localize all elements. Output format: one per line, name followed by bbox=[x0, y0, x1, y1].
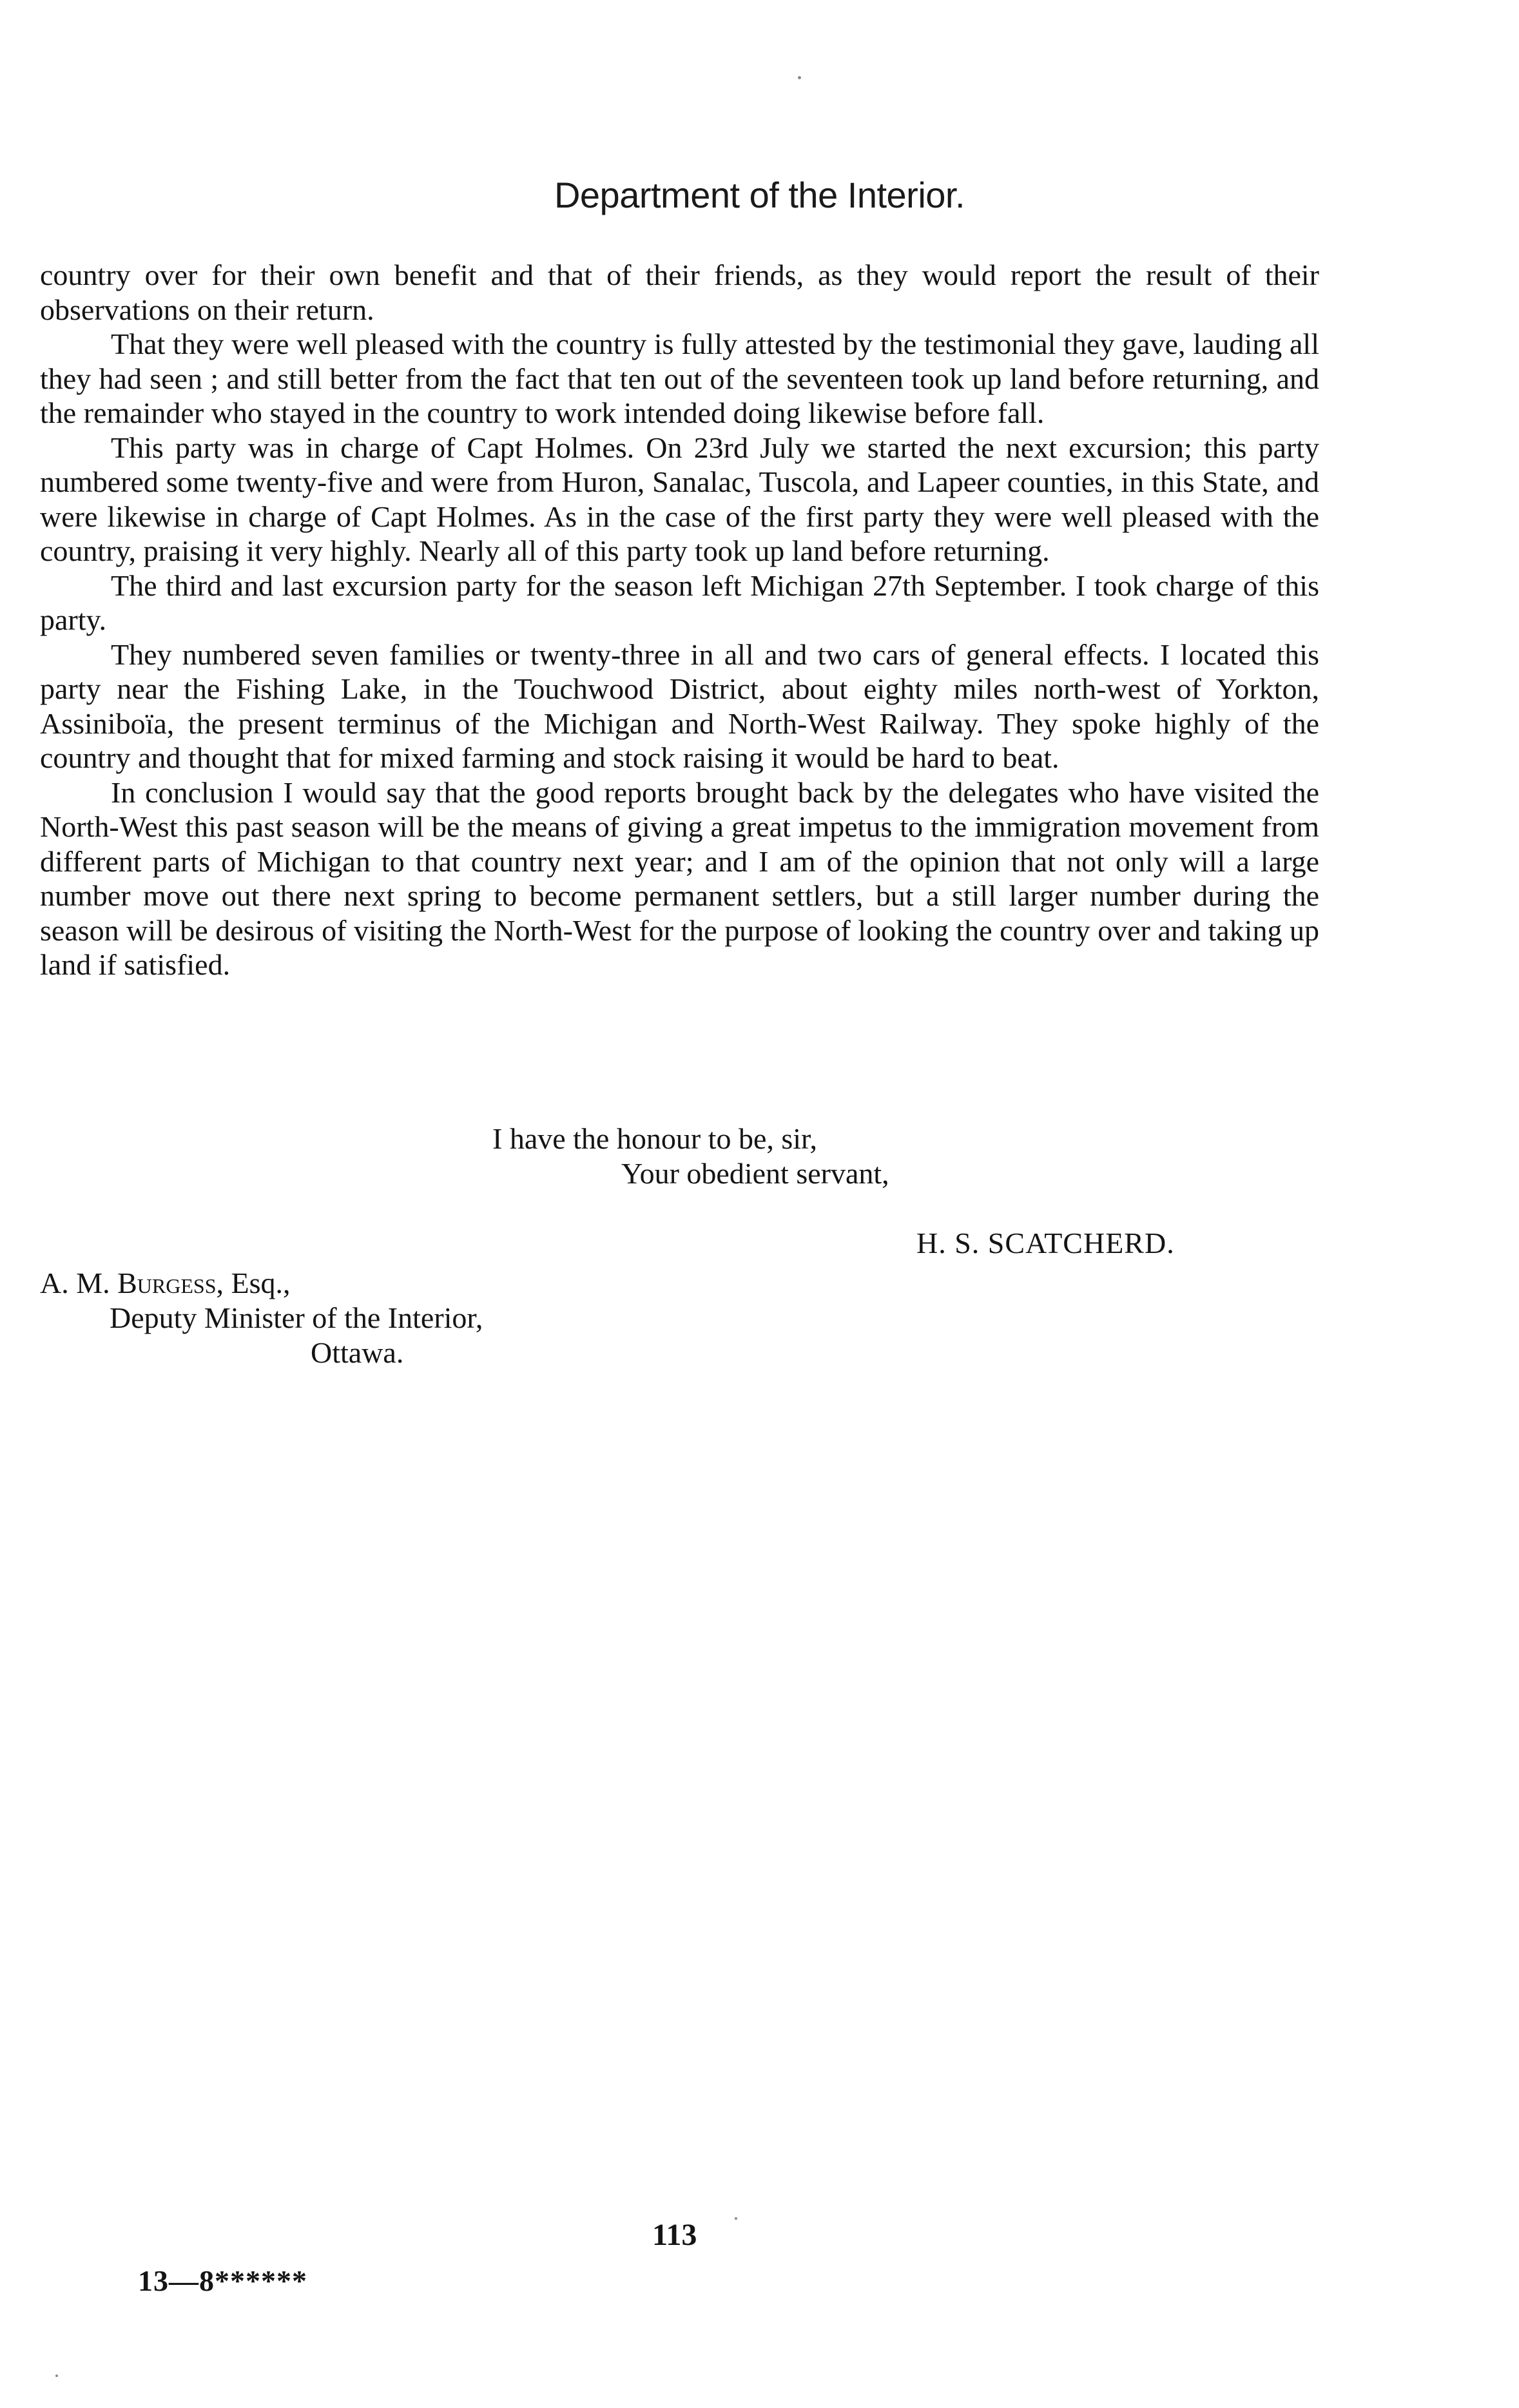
scan-speck bbox=[798, 76, 801, 79]
scan-speck bbox=[55, 2374, 58, 2377]
closing-servant: Your obedient servant, bbox=[621, 1157, 889, 1190]
paragraph: In conclusion I would say that the good reports brought back by the delegates who have visited the North-West this past season will be the means of giving a great impetus to the immigration movement from different parts of Michigan to that country next year; and I am of the opinion that not only will a large number move out there next spring to become permanent settlers, but a still larger number during the season will be desirous of visiting the North-West for the purpose of looking the country over and taking up land if satisfied. bbox=[40, 775, 1319, 981]
paragraph: This party was in charge of Capt Holmes. On 23rd July we started the next excursion; this party numbered some twenty-five and were from Huron, Sanalac, Tuscola, and Lapeer counties, in this State, and were likewise in charge of Capt Holmes. As in the case of the first party they were well pleased with the country, praising it very highly. Nearly all of this party took up land before returning. bbox=[40, 431, 1319, 567]
addressee-suffix: , Esq., bbox=[216, 1267, 291, 1299]
page-number: 113 bbox=[652, 2218, 697, 2252]
page-header: Department of the Interior. bbox=[554, 175, 965, 215]
signature: H. S. SCATCHERD. bbox=[916, 1227, 1175, 1259]
closing-salutation: I have the honour to be, sir, bbox=[492, 1122, 818, 1155]
letter-body bbox=[40, 258, 1319, 982]
addressee-initials: A. M. bbox=[40, 1267, 110, 1299]
paragraph: That they were well pleased with the country is fully attested by the testimonial they gave, lauding all they had seen ; and still better from the fact that ten out of the seventeen took up land before returning, and the remainder who stayed in the country to work intended doing likewise before fall. bbox=[40, 327, 1319, 429]
scan-speck bbox=[735, 2217, 737, 2220]
addressee-name bbox=[40, 1266, 291, 1301]
paragraph: They numbered seven families or twenty-three in all and two cars of general effects. I located this party near the Fishing Lake, in the Touchwood District, about eighty miles north-west of Yorkton, Assiniboïa, the present terminus of the Michigan and North-West Railway. They spoke highly of the country and thought that for mixed farming and stock raising it would be hard to beat. bbox=[40, 637, 1319, 774]
printer-signature-mark: 13—8****** bbox=[138, 2264, 307, 2297]
paragraph: The third and last excursion party for the season left Michigan 27th September. I took charge of this party. bbox=[40, 568, 1319, 636]
addressee-title: Deputy Minister of the Interior, bbox=[110, 1301, 483, 1334]
paragraph: country over for their own benefit and that of their friends, as they would report the result of their observations on their return. bbox=[40, 258, 1319, 326]
addressee-surname: Burgess bbox=[117, 1267, 217, 1299]
addressee-city: Ottawa. bbox=[311, 1336, 404, 1369]
